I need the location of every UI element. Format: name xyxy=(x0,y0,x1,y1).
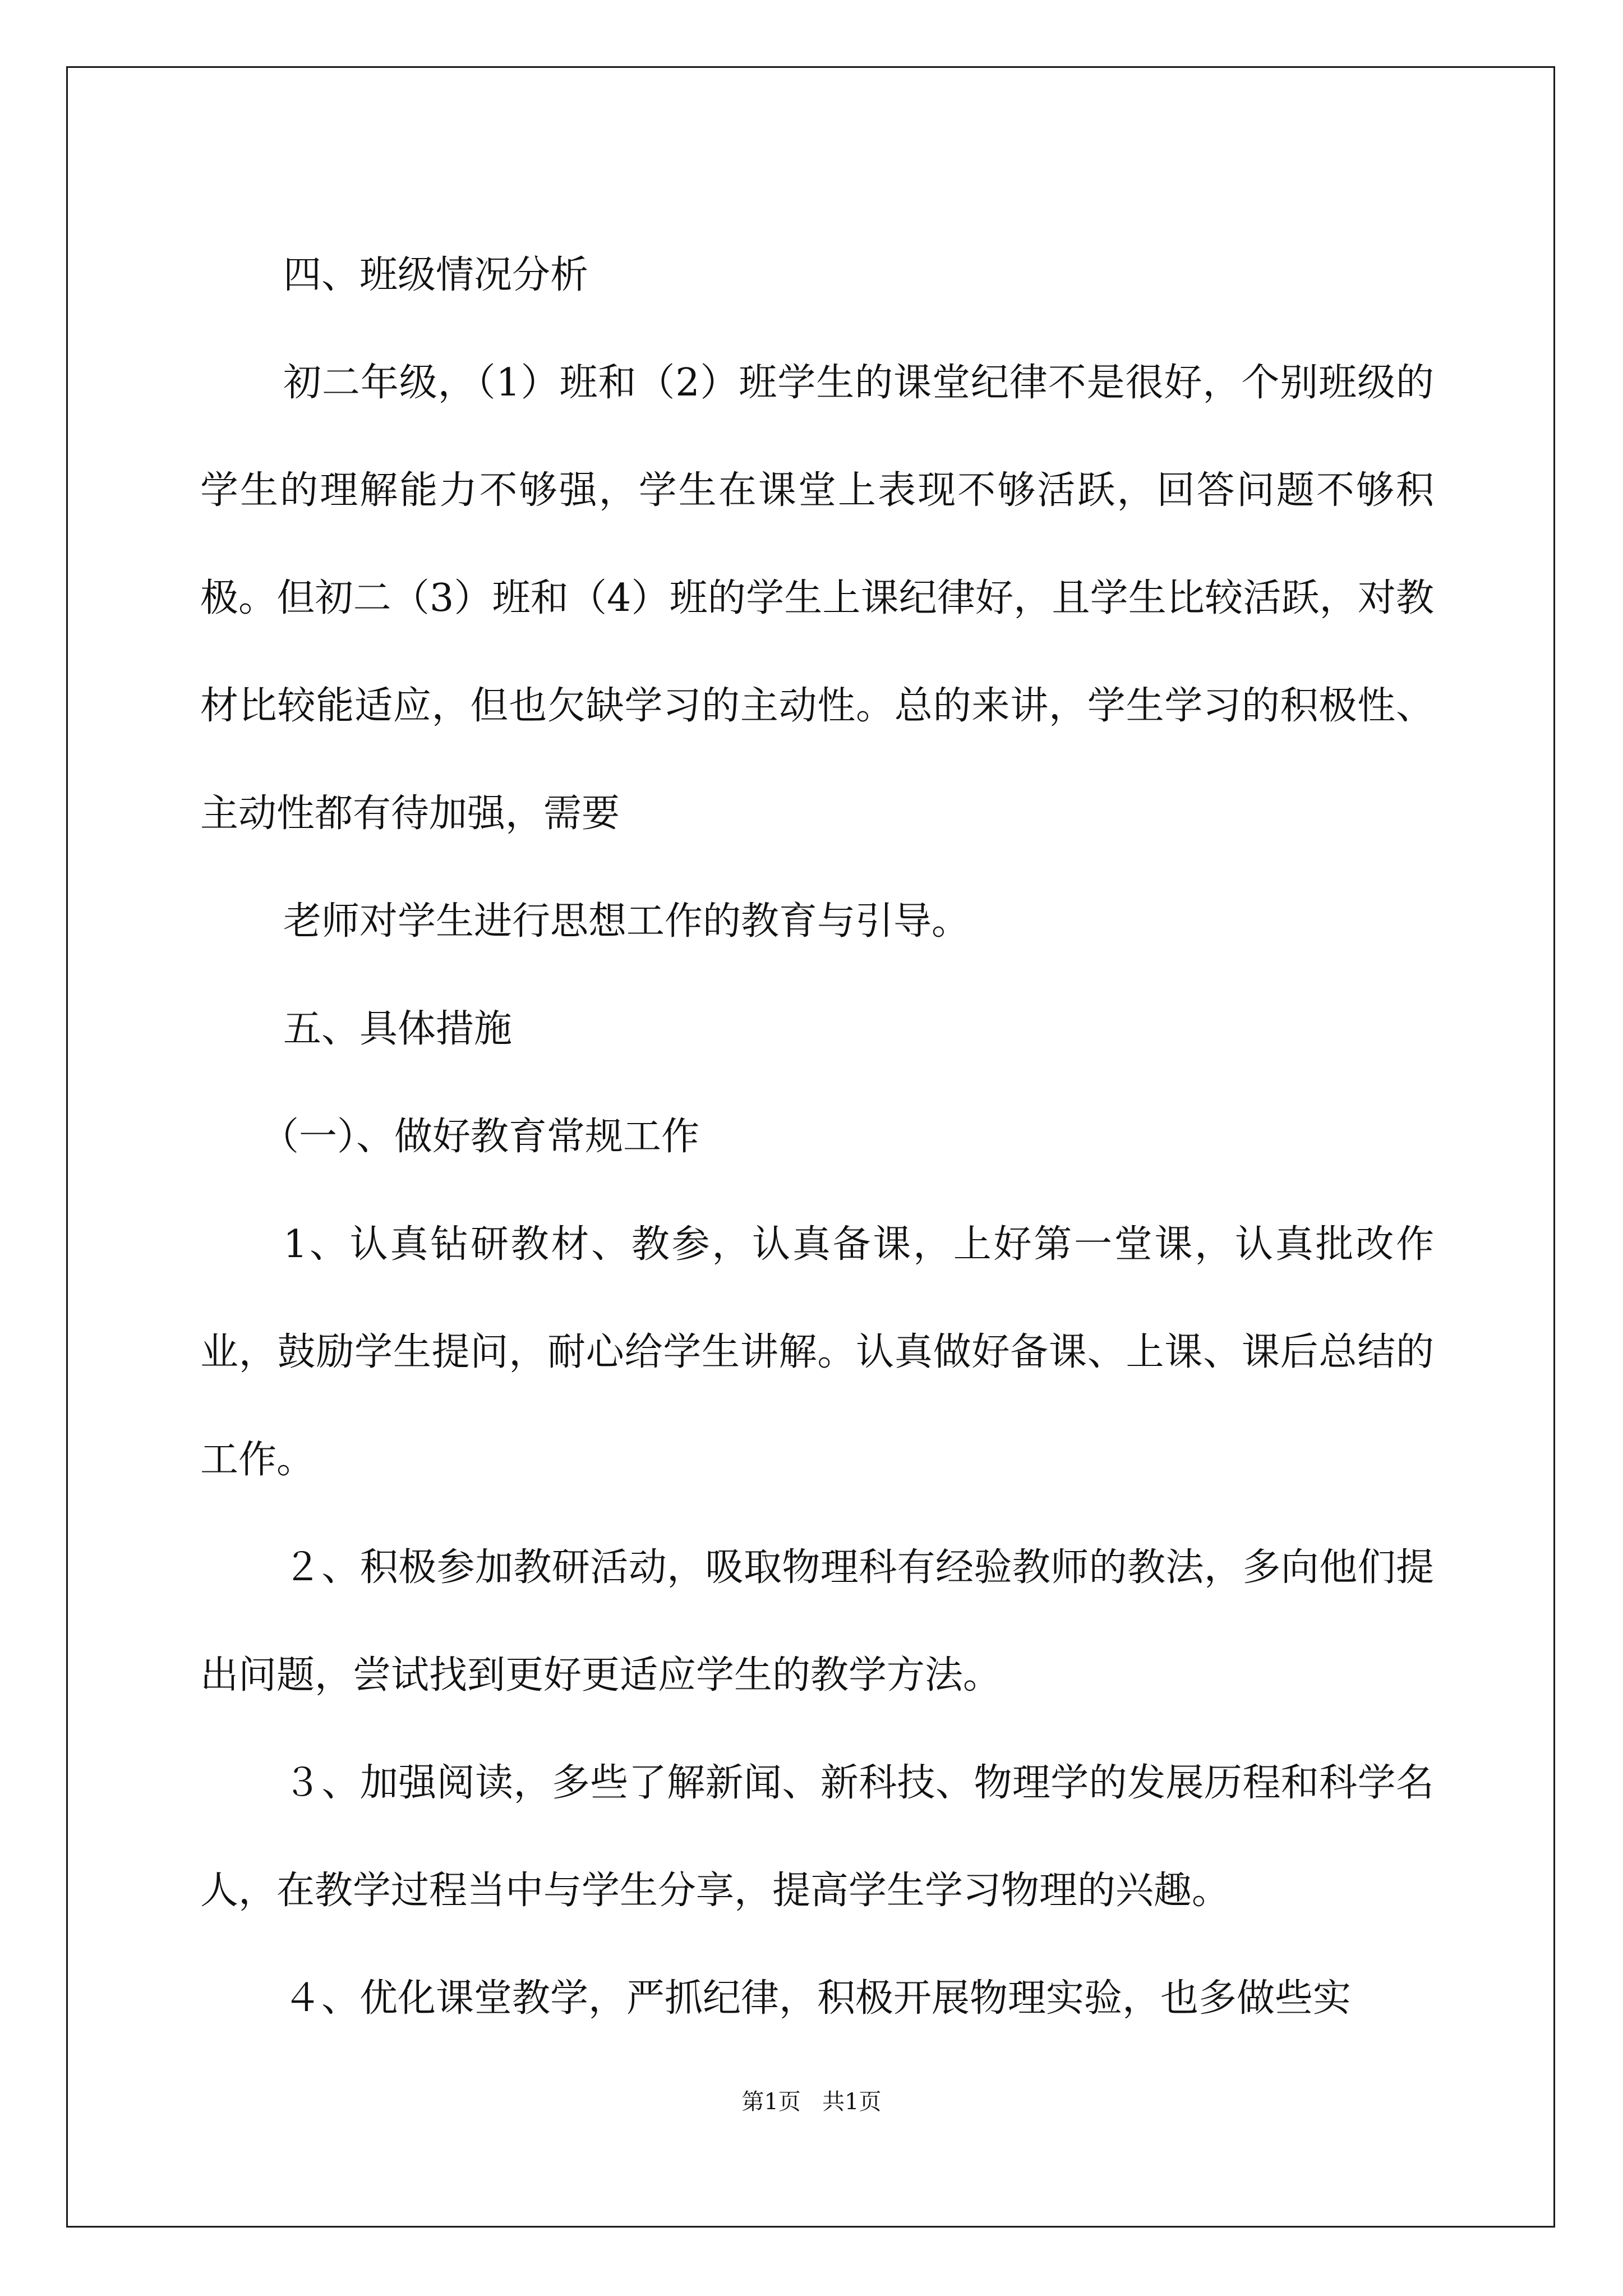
list-item-3: ３、加强阅读，多些了解新闻、新科技、物理学的发展历程和科学名人，在教学过程当中与学生分享，提高学生学习物理的兴趣。 xyxy=(200,1761,1434,1913)
subsection-heading-routine-work: （一）、做好教育常规工作 xyxy=(261,1115,700,1159)
document-body xyxy=(200,222,1434,2053)
list-item-1: 1、认真钻研教材、教参，认真备课，上好第一堂课，认真批改作业，鼓励学生提问，耐心给学生讲解。认真做好备课、上课、课后总结的工作。 xyxy=(200,1222,1434,1482)
section-heading-class-analysis: 四、班级情况分析 xyxy=(283,253,589,297)
page-total: 共1页 xyxy=(822,2089,882,2115)
section-heading-measures: 五、具体措施 xyxy=(283,1007,513,1051)
paragraph-teacher-guidance: 老师对学生进行思想工作的教育与引导。 xyxy=(283,899,970,944)
list-item-4: ４、优化课堂教学，严抓纪律，积极开展物理实验，也多做些实 xyxy=(283,1976,1352,2021)
list-item-2: ２、积极参加教研活动，吸取物理科有经验教师的教法，多向他们提出问题，尝试找到更好更适应学生的教学方法。 xyxy=(200,1545,1434,1697)
paragraph-class-analysis: 初二年级，（1）班和（2）班学生的课堂纪律不是很好，个别班级的学生的理解能力不够强，学生在课堂上表现不够活跃，回答问题不够积极。但初二（3）班和（4）班的学生上课纪律好，且学生比较活跃，对教材比较能适应，但也欠缺学习的主动性。总的来讲，学生学习的积极性、主动性都有待加强，需要 xyxy=(200,361,1434,836)
page-footer xyxy=(0,2084,1623,2116)
page-number: 第1页 xyxy=(741,2089,801,2115)
